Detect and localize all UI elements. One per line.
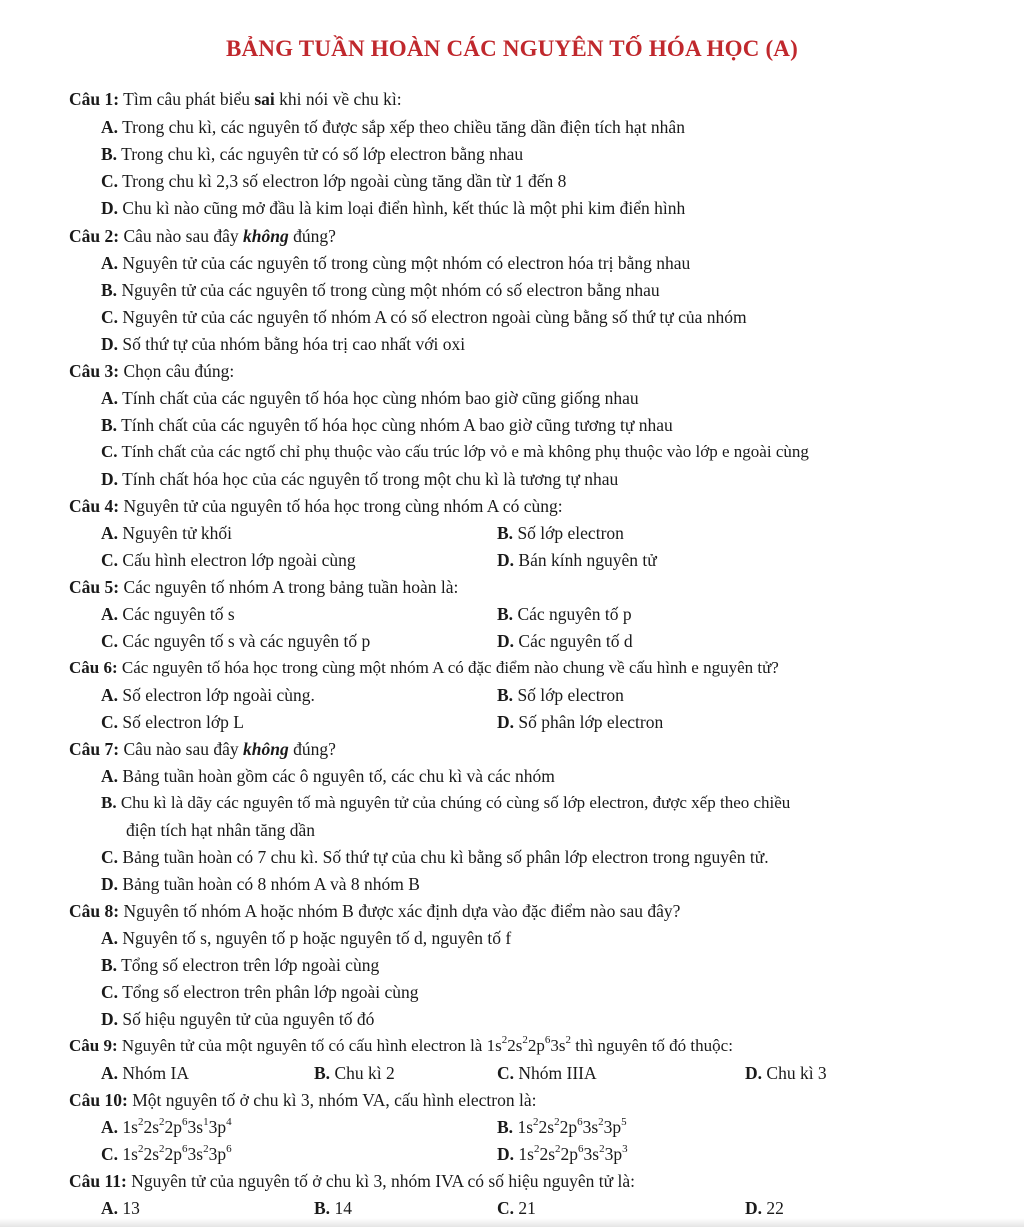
option-text: Các nguyên tố s [118, 604, 235, 624]
q2-option-b [101, 279, 660, 301]
option-key: D. [497, 631, 515, 651]
question-label: Câu 2: [69, 226, 120, 246]
option-key: B. [101, 415, 118, 435]
electron-config: $1s^22s^22p^63s^23p^3$ [518, 1143, 628, 1164]
question-text: Các nguyên tố hóa học trong cùng một nhóm A có đặc điểm nào chung về cấu hình e nguyên tử? [117, 658, 779, 677]
question-text: Câu nào sau đây [119, 226, 244, 246]
q11-option-a [101, 1197, 140, 1219]
option-text: Số electron lớp L [118, 712, 244, 732]
question-label: Câu 7: [69, 739, 120, 759]
option-text: Cấu hình electron lớp ngoài cùng [118, 550, 356, 570]
q4-option-c [101, 549, 356, 571]
option-text: Bảng tuần hoàn gồm các ô nguyên tố, các chu kì và các nhóm [118, 766, 555, 786]
option-text: 14 [330, 1198, 352, 1218]
option-text: Tính chất của các nguyên tố hóa học cùng nhóm bao giờ cũng giống nhau [118, 388, 639, 408]
q9-option-c [497, 1062, 597, 1084]
q7-option-b-continuation: điện tích hạt nhân tăng dần [126, 820, 316, 840]
option-text: Chu kì 2 [330, 1063, 395, 1083]
question-text: Nguyên tử của nguyên tố ở chu kì 3, nhóm IVA có số hiệu nguyên tử là: [126, 1171, 635, 1191]
option-text: Số lớp electron [513, 523, 624, 543]
option-key: C. [497, 1063, 515, 1083]
question-text: đúng? [288, 226, 336, 246]
question-8 [69, 900, 680, 922]
question-3 [69, 360, 234, 382]
q8-option-a [101, 927, 511, 949]
option-key: C. [101, 550, 119, 570]
option-key: B. [101, 793, 117, 812]
option-text: Trong chu kì 2,3 số electron lớp ngoài cùng tăng dần từ 1 đến 8 [118, 171, 567, 191]
question-label: Câu 6: [69, 658, 118, 677]
question-label: Câu 3: [69, 361, 120, 381]
question-text: Nguyên tố nhóm A hoặc nhóm B được xác định dựa vào đặc điểm nào sau đây? [119, 901, 681, 921]
option-text: Trong chu kì, các nguyên tố được sắp xếp theo chiều tăng dần điện tích hạt nhân [118, 117, 685, 137]
question-text: Nguyên tử của nguyên tố hóa học trong cùng nhóm A có cùng: [119, 496, 563, 516]
option-key: D. [497, 550, 515, 570]
option-text: 21 [514, 1198, 536, 1218]
question-9 [69, 1035, 733, 1057]
option-text: Nguyên tử khối [118, 523, 233, 543]
q9-option-d [745, 1062, 827, 1084]
question-text: khi nói về chu kì: [274, 89, 402, 109]
option-key: B. [101, 280, 118, 300]
q2-option-c [101, 306, 747, 328]
q1-option-c [101, 170, 566, 192]
q3-option-c [101, 441, 809, 463]
q5-option-b [497, 603, 632, 625]
option-text: 22 [762, 1198, 784, 1218]
q10-option-c [101, 1143, 232, 1165]
q8-option-b [101, 954, 379, 976]
option-key: B. [101, 144, 118, 164]
option-text: Số phân lớp electron [514, 712, 664, 732]
q8-option-c [101, 981, 419, 1003]
q7-option-d [101, 873, 420, 895]
option-text: Các nguyên tố p [513, 604, 632, 624]
q11-option-d [745, 1197, 784, 1219]
q5-option-a [101, 603, 235, 625]
option-text: Nguyên tử của các nguyên tố trong cùng một nhóm có số electron bằng nhau [117, 280, 660, 300]
option-text: Trong chu kì, các nguyên tử có số lớp electron bằng nhau [117, 144, 524, 164]
option-key: B. [314, 1198, 331, 1218]
option-key: B. [101, 955, 118, 975]
q10-option-b [497, 1116, 627, 1138]
option-text: Chu kì 3 [762, 1063, 827, 1083]
option-key: A. [101, 1063, 119, 1083]
option-key: D. [745, 1063, 763, 1083]
option-key: C. [101, 982, 119, 1002]
question-11 [69, 1170, 635, 1192]
option-key: D. [101, 1009, 119, 1029]
q6-option-a [101, 684, 315, 706]
q1-option-b [101, 143, 523, 165]
q4-option-b [497, 522, 624, 544]
option-key: D. [101, 469, 119, 489]
option-key: B. [314, 1063, 331, 1083]
q6-option-b [497, 684, 624, 706]
q10-option-d [497, 1143, 628, 1165]
option-key: C. [101, 442, 118, 461]
option-key: B. [497, 685, 514, 705]
q3-option-b [101, 414, 673, 436]
question-text: Chọn câu đúng: [119, 361, 235, 381]
option-text: Số lớp electron [513, 685, 624, 705]
option-key: A. [101, 388, 119, 408]
q6-option-d [497, 711, 663, 733]
option-key: D. [497, 712, 515, 732]
q1-option-d [101, 197, 685, 219]
option-text: Nhóm IA [118, 1063, 189, 1083]
option-text: Số electron lớp ngoài cùng. [118, 685, 315, 705]
option-text: Bảng tuần hoàn có 8 nhóm A và 8 nhóm B [118, 874, 420, 894]
electron-config: $1s^22s^22p^63s^23p^5$ [517, 1116, 627, 1137]
question-text: Các nguyên tố nhóm A trong bảng tuần hoàn là: [119, 577, 459, 597]
question-emphasis: không [243, 226, 289, 246]
q2-option-a [101, 252, 690, 274]
question-2 [69, 225, 336, 247]
option-key: B. [497, 523, 514, 543]
option-key: A. [101, 928, 119, 948]
option-key: D. [745, 1198, 763, 1218]
q1-option-a [101, 116, 685, 138]
option-text: Các nguyên tố d [514, 631, 633, 651]
q3-option-d [101, 468, 618, 490]
option-key: A. [101, 1198, 119, 1218]
q11-option-b [314, 1197, 352, 1219]
question-label: Câu 4: [69, 496, 120, 516]
electron-config: $1s^22s^22p^63s^2$ [486, 1034, 571, 1055]
option-text: Chu kì là dãy các nguyên tố mà nguyên tử của chúng có cùng số lớp electron, được xếp theo chiều [116, 793, 791, 812]
q8-option-d [101, 1008, 374, 1030]
question-text: Một nguyên tố ở chu kì 3, nhóm VA, cấu hình electron là: [127, 1090, 537, 1110]
option-key: C. [101, 712, 119, 732]
question-text: Nguyên tử của một nguyên tố có cấu hình electron là [117, 1036, 487, 1055]
q4-option-a [101, 522, 232, 544]
q7-option-a [101, 765, 555, 787]
option-key: A. [101, 117, 119, 137]
option-key: C. [101, 1144, 119, 1164]
option-text: Tính chất của các nguyên tố hóa học cùng nhóm A bao giờ cũng tương tự nhau [117, 415, 673, 435]
question-10 [69, 1089, 536, 1111]
q5-option-c [101, 630, 370, 652]
question-label: Câu 9: [69, 1036, 118, 1055]
page-title: BẢNG TUẦN HOÀN CÁC NGUYÊN TỐ HÓA HỌC (A) [226, 36, 798, 61]
q9-option-a [101, 1062, 189, 1084]
option-key: D. [101, 198, 119, 218]
electron-config: $1s^22s^22p^63s^13p^4$ [122, 1116, 232, 1137]
option-text: Tính chất của các ngtố chỉ phụ thuộc vào cấu trúc lớp vỏ e mà không phụ thuộc vào lớp e ngoài cùng [117, 442, 809, 461]
q7-option-c [101, 846, 769, 868]
question-5 [69, 576, 458, 598]
option-key: D. [497, 1144, 515, 1164]
q3-option-a [101, 387, 639, 409]
option-key: C. [101, 847, 119, 867]
question-text: thì nguyên tố đó thuộc: [570, 1036, 733, 1055]
option-text: Nguyên tử của các nguyên tố nhóm A có số electron ngoài cùng bằng số thứ tự của nhóm [118, 307, 747, 327]
q4-option-d [497, 549, 657, 571]
page-bottom-edge [0, 1218, 1024, 1227]
question-text: Tìm câu phát biểu [119, 89, 255, 109]
q6-option-c [101, 711, 244, 733]
option-key: A. [101, 766, 119, 786]
q10-option-a [101, 1116, 232, 1138]
question-6 [69, 657, 779, 679]
question-1 [69, 88, 402, 110]
option-key: A. [101, 604, 119, 624]
question-label: Câu 8: [69, 901, 120, 921]
option-text: Nhóm IIIA [514, 1063, 597, 1083]
option-key: C. [101, 631, 119, 651]
option-text: Số thứ tự của nhóm bằng hóa trị cao nhất với oxi [118, 334, 466, 354]
option-text: 13 [118, 1198, 140, 1218]
option-text: Các nguyên tố s và các nguyên tố p [118, 631, 371, 651]
option-text: Số hiệu nguyên tử của nguyên tố đó [118, 1009, 375, 1029]
q2-option-d [101, 333, 465, 355]
option-key: C. [497, 1198, 515, 1218]
question-4 [69, 495, 563, 517]
option-text: Nguyên tử của các nguyên tố trong cùng một nhóm có electron hóa trị bằng nhau [118, 253, 691, 273]
option-key: C. [101, 307, 119, 327]
question-label: Câu 1: [69, 89, 120, 109]
option-key: D. [101, 874, 119, 894]
option-text: Chu kì nào cũng mở đầu là kim loại điển hình, kết thúc là một phi kim điển hình [118, 198, 686, 218]
q7-option-b [101, 792, 790, 814]
option-text: Tính chất hóa học của các nguyên tố trong một chu kì là tương tự nhau [118, 469, 619, 489]
option-key: C. [101, 171, 119, 191]
option-text: Nguyên tố s, nguyên tố p hoặc nguyên tố d, nguyên tố f [118, 928, 512, 948]
option-key: D. [101, 334, 119, 354]
electron-config: $1s^22s^22p^63s^23p^6$ [122, 1143, 232, 1164]
question-label: Câu 11: [69, 1171, 127, 1191]
option-text: Bán kính nguyên tử [514, 550, 657, 570]
option-key: A. [101, 1117, 119, 1137]
question-7 [69, 738, 336, 760]
question-text: Câu nào sau đây [119, 739, 244, 759]
question-text: đúng? [288, 739, 336, 759]
q9-option-b [314, 1062, 395, 1084]
question-emphasis: không [243, 739, 289, 759]
option-text: Tổng số electron trên phân lớp ngoài cùng [118, 982, 419, 1002]
q11-option-c [497, 1197, 536, 1219]
option-key: B. [497, 604, 514, 624]
q5-option-d [497, 630, 633, 652]
option-key: B. [497, 1117, 514, 1137]
option-key: A. [101, 253, 119, 273]
question-label: Câu 5: [69, 577, 120, 597]
question-label: Câu 10: [69, 1090, 128, 1110]
option-text: Bảng tuần hoàn có 7 chu kì. Số thứ tự của chu kì bằng số phân lớp electron trong nguyên tử. [118, 847, 769, 867]
option-text: Tổng số electron trên lớp ngoài cùng [117, 955, 380, 975]
option-key: A. [101, 523, 119, 543]
question-emphasis: sai [254, 89, 275, 109]
option-key: A. [101, 685, 119, 705]
